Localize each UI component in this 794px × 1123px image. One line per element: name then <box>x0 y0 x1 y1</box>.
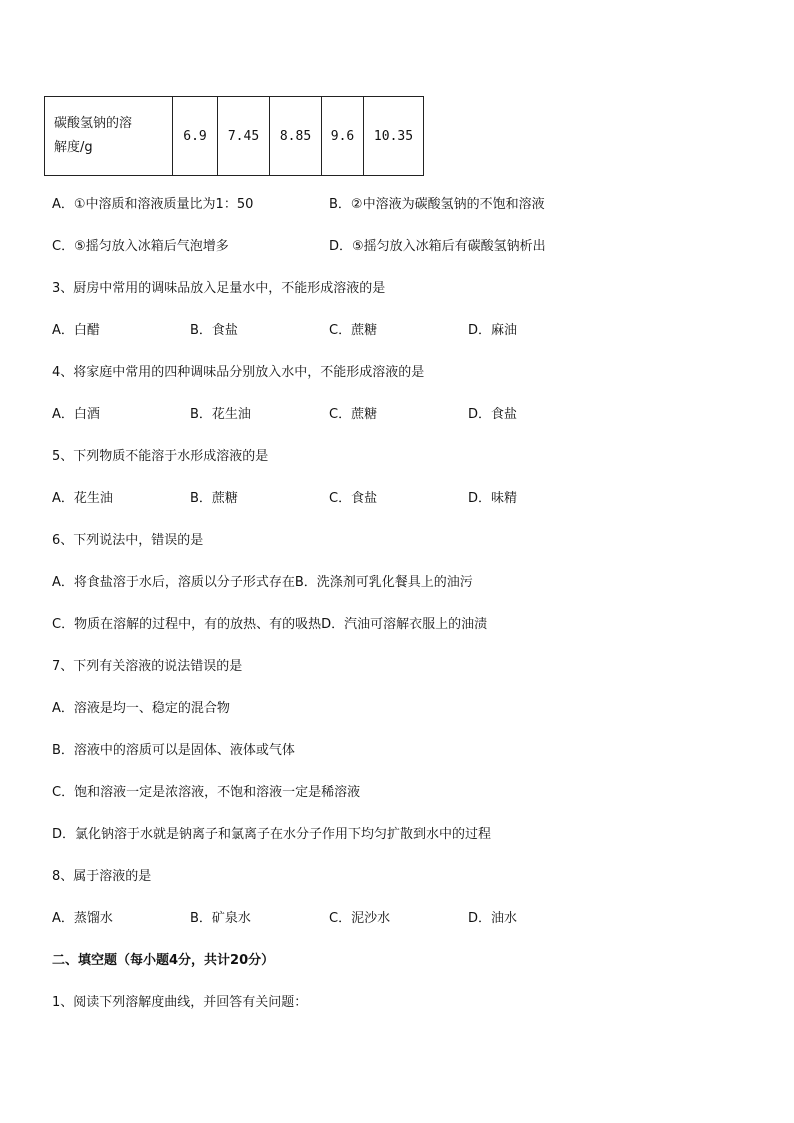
q7-stem: 7、下列有关溶液的说法错误的是 <box>52 659 243 674</box>
q3-option-a: A．白醋 <box>52 323 100 338</box>
q2-option-d: D．⑤摇匀放入冰箱后有碳酸氢钠析出 <box>329 239 546 254</box>
q6-options-ab: A．将食盐溶于水后，溶质以分子形式存在B．洗涤剂可乳化餐具上的油污 <box>52 575 473 590</box>
q4-option-d: D．食盐 <box>468 407 518 422</box>
table-row <box>45 97 424 176</box>
q8-option-b: B．矿泉水 <box>190 911 251 926</box>
q5-option-c: C．食盐 <box>329 491 378 506</box>
table-cell: 10.35 <box>364 97 424 176</box>
table-row-label <box>45 97 173 176</box>
table-cell: 9.6 <box>322 97 364 176</box>
q6-options-cd: C．物质在溶解的过程中，有的放热、有的吸热D．汽油可溶解衣服上的油渍 <box>52 617 488 632</box>
q4-stem: 4、将家庭中常用的四种调味品分别放入水中，不能形成溶液的是 <box>52 365 425 380</box>
q7-option-a: A．溶液是均一、稳定的混合物 <box>52 701 230 716</box>
q3-option-c: C．蔗糖 <box>329 323 378 338</box>
table-label-line1: 碳酸氢钠的溶 <box>54 116 133 131</box>
q3-option-d: D．麻油 <box>468 323 518 338</box>
q4-option-c: C．蔗糖 <box>329 407 378 422</box>
q4-option-a: A．白酒 <box>52 407 100 422</box>
q5-option-b: B．蔗糖 <box>190 491 238 506</box>
q3-stem: 3、厨房中常用的调味品放入足量水中，不能形成溶液的是 <box>52 281 386 296</box>
table-cell: 8.85 <box>270 97 322 176</box>
q8-option-c: C．泥沙水 <box>329 911 391 926</box>
q8-option-d: D．油水 <box>468 911 518 926</box>
q2-option-b: B．②中溶液为碳酸氢钠的不饱和溶液 <box>329 197 545 212</box>
q7-option-b: B．溶液中的溶质可以是固体、液体或气体 <box>52 743 295 758</box>
q5-option-d: D．味精 <box>468 491 518 506</box>
table-cell: 6.9 <box>173 97 218 176</box>
section2-q1-stem: 1、阅读下列溶解度曲线，并回答有关问题： <box>52 995 308 1010</box>
solubility-table <box>44 96 424 176</box>
q7-option-d: D．氯化钠溶于水就是钠离子和氯离子在水分子作用下均匀扩散到水中的过程 <box>52 827 492 842</box>
q3-option-b: B．食盐 <box>190 323 238 338</box>
table-label-line2: 解度/g <box>54 140 93 155</box>
q2-option-c: C．⑤摇匀放入冰箱后气泡增多 <box>52 239 229 254</box>
q5-option-a: A．花生油 <box>52 491 113 506</box>
q7-option-c: C．饱和溶液一定是浓溶液，不饱和溶液一定是稀溶液 <box>52 785 361 800</box>
q8-option-a: A．蒸馏水 <box>52 911 113 926</box>
q4-option-b: B．花生油 <box>190 407 251 422</box>
q8-stem: 8、属于溶液的是 <box>52 869 152 884</box>
q5-stem: 5、下列物质不能溶于水形成溶液的是 <box>52 449 269 464</box>
table-cell: 7.45 <box>218 97 270 176</box>
section-heading: 二、填空题（每小题4分，共计20分） <box>52 953 275 968</box>
q6-stem: 6、下列说法中，错误的是 <box>52 533 204 548</box>
q2-option-a: A．①中溶质和溶液质量比为1：50 <box>52 197 254 212</box>
